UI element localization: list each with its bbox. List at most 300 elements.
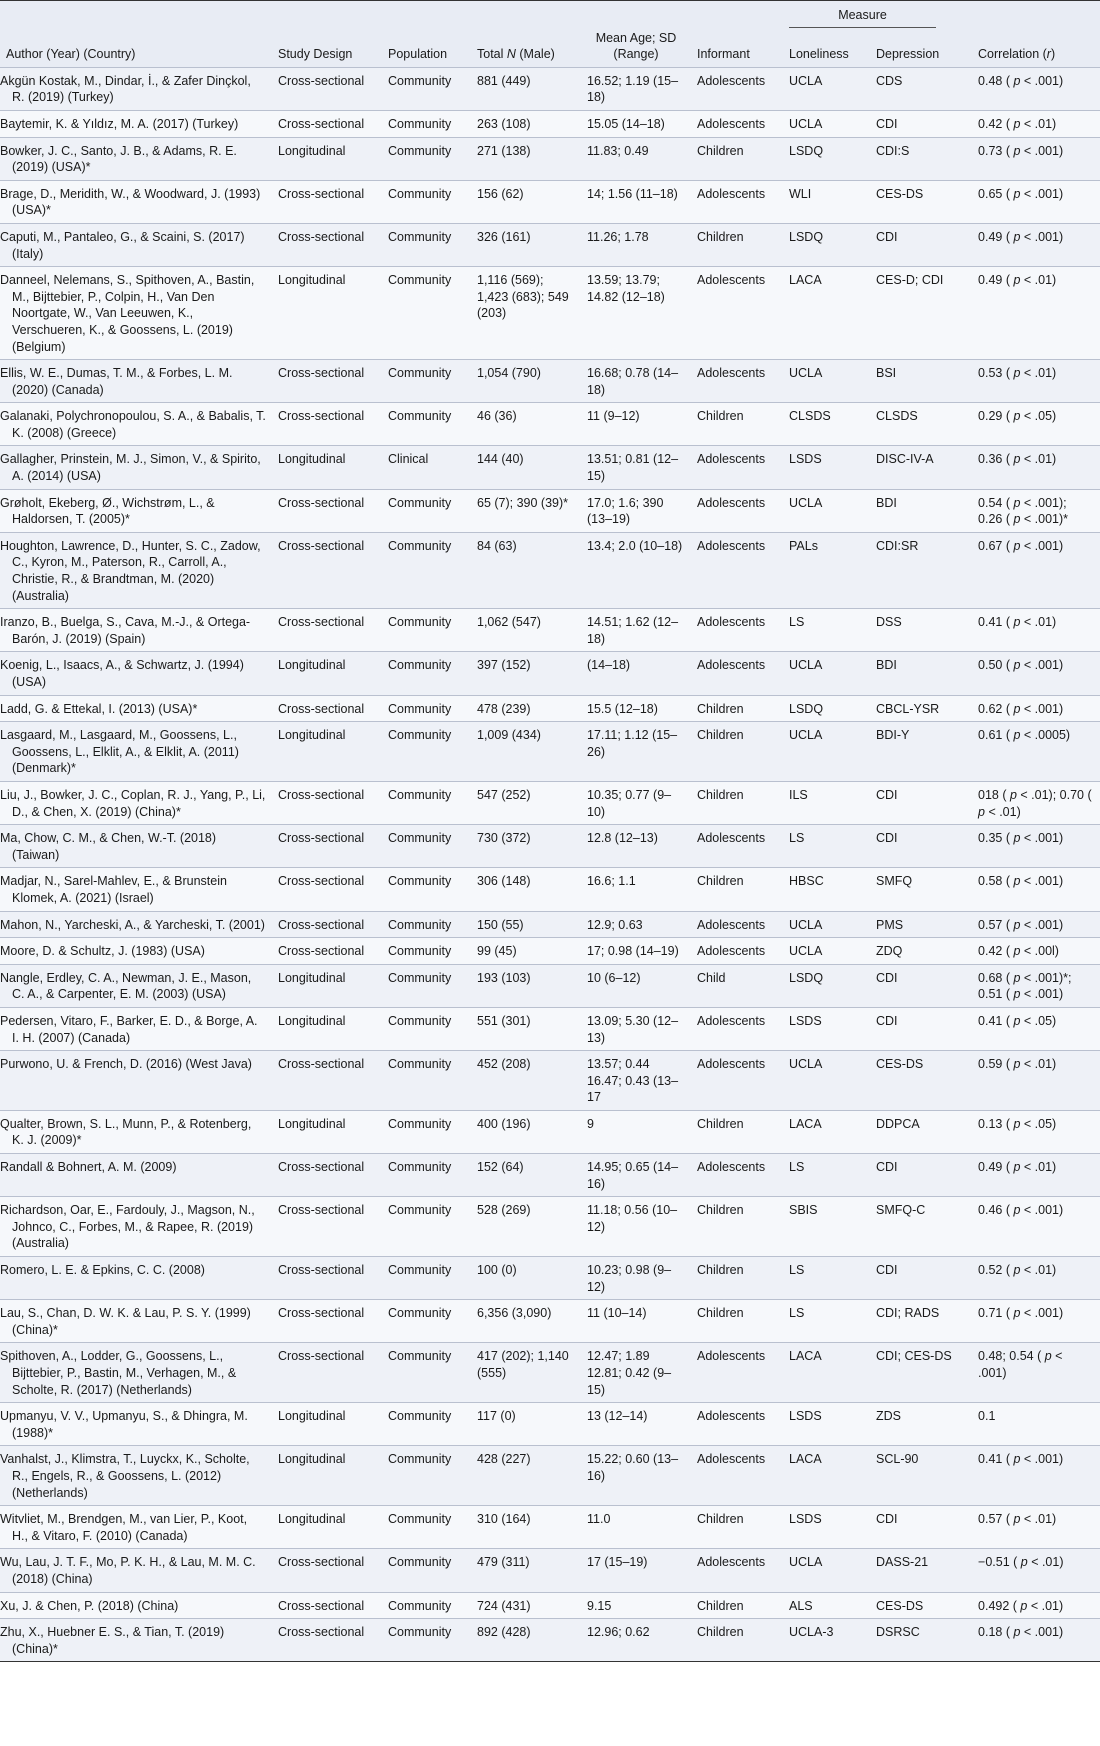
population-cell: Community: [382, 1257, 471, 1300]
table-row: [0, 825, 1100, 868]
table-row: [0, 1300, 1100, 1343]
depression-cell: CDI: [870, 1154, 972, 1197]
table-row: [0, 180, 1100, 223]
population-cell: Community: [382, 489, 471, 532]
loneliness-cell: LACA: [783, 1110, 870, 1153]
informant-cell: Children: [691, 1619, 783, 1662]
study-design-cell: Longitudinal: [272, 964, 382, 1007]
author-cell: Zhu, X., Huebner E. S., & Tian, T. (2019) (China)*: [0, 1619, 272, 1662]
depression-cell: SMFQ: [870, 868, 972, 911]
mean-age-cell: 10.35; 0.77 (9–10): [581, 781, 691, 824]
total-n-cell: 326 (161): [471, 223, 581, 266]
depression-cell: CDI: [870, 964, 972, 1007]
table-row: [0, 1154, 1100, 1197]
correlation-cell: 0.48; 0.54 ( p < .001): [972, 1343, 1100, 1403]
depression-cell: CDI: [870, 110, 972, 137]
population-cell: Community: [382, 180, 471, 223]
author-cell: Ladd, G. & Ettekal, I. (2013) (USA)*: [0, 695, 272, 722]
population-cell: Community: [382, 1549, 471, 1592]
depression-cell: CES-D; CDI: [870, 267, 972, 360]
study-design-cell: Cross-sectional: [272, 1592, 382, 1619]
table-row: [0, 868, 1100, 911]
correlation-cell: 0.49 ( p < .01): [972, 267, 1100, 360]
col-author: Author (Year) (Country): [6, 47, 136, 62]
table-row: [0, 938, 1100, 965]
loneliness-cell: SBIS: [783, 1197, 870, 1257]
total-n-cell: 306 (148): [471, 868, 581, 911]
correlation-cell: 0.42 ( p < .00l): [972, 938, 1100, 965]
table-row: [0, 360, 1100, 403]
study-design-cell: Cross-sectional: [272, 1300, 382, 1343]
col-correlation: Correlation (r): [978, 47, 1056, 62]
table-row: [0, 781, 1100, 824]
total-n-cell: 1,009 (434): [471, 722, 581, 782]
total-n-cell: 551 (301): [471, 1007, 581, 1050]
depression-cell: CDI: [870, 1007, 972, 1050]
study-design-cell: Cross-sectional: [272, 1257, 382, 1300]
correlation-cell: 0.73 ( p < .001): [972, 137, 1100, 180]
table-row: [0, 1110, 1100, 1153]
correlation-cell: 0.492 ( p < .01): [972, 1592, 1100, 1619]
loneliness-cell: LSDQ: [783, 137, 870, 180]
total-n-cell: 152 (64): [471, 1154, 581, 1197]
loneliness-cell: UCLA: [783, 652, 870, 695]
depression-cell: CDI: [870, 1506, 972, 1549]
author-cell: Richardson, Oar, E., Fardouly, J., Magson, N., Johnco, C., Forbes, M., & Rapee, R. (2019) (Australia): [0, 1197, 272, 1257]
table-row: [0, 609, 1100, 652]
informant-cell: Adolescents: [691, 489, 783, 532]
study-design-cell: Cross-sectional: [272, 1619, 382, 1662]
study-design-cell: Longitudinal: [272, 446, 382, 489]
informant-cell: Adolescents: [691, 267, 783, 360]
total-n-cell: 528 (269): [471, 1197, 581, 1257]
mean-age-cell: 13.4; 2.0 (10–18): [581, 532, 691, 608]
depression-cell: DSS: [870, 609, 972, 652]
table-row: [0, 1007, 1100, 1050]
author-cell: Upmanyu, V. V., Upmanyu, S., & Dhingra, M. (1988)*: [0, 1403, 272, 1446]
author-cell: Gallagher, Prinstein, M. J., Simon, V., & Spirito, A. (2014) (USA): [0, 446, 272, 489]
mean-age-cell: 12.8 (12–13): [581, 825, 691, 868]
loneliness-cell: UCLA: [783, 67, 870, 110]
mean-age-cell: 12.96; 0.62: [581, 1619, 691, 1662]
mean-age-cell: 15.22; 0.60 (13–16): [581, 1446, 691, 1506]
study-design-cell: Cross-sectional: [272, 911, 382, 938]
depression-cell: SMFQ-C: [870, 1197, 972, 1257]
study-design-cell: Cross-sectional: [272, 609, 382, 652]
depression-cell: CES-DS: [870, 1051, 972, 1111]
correlation-cell: 0.52 ( p < .01): [972, 1257, 1100, 1300]
correlation-cell: 0.36 ( p < .01): [972, 446, 1100, 489]
population-cell: Community: [382, 1592, 471, 1619]
total-n-cell: 397 (152): [471, 652, 581, 695]
depression-cell: CES-DS: [870, 1592, 972, 1619]
author-cell: Iranzo, B., Buelga, S., Cava, M.-J., & Ortega-Barón, J. (2019) (Spain): [0, 609, 272, 652]
mean-age-cell: 11.18; 0.56 (10–12): [581, 1197, 691, 1257]
correlation-cell: 0.48 ( p < .001): [972, 67, 1100, 110]
mean-age-cell: 13 (12–14): [581, 1403, 691, 1446]
study-design-cell: Longitudinal: [272, 1506, 382, 1549]
study-design-cell: Cross-sectional: [272, 1051, 382, 1111]
loneliness-cell: LS: [783, 1257, 870, 1300]
total-n-cell: 117 (0): [471, 1403, 581, 1446]
loneliness-cell: LSDS: [783, 1506, 870, 1549]
depression-cell: ZDQ: [870, 938, 972, 965]
loneliness-cell: UCLA: [783, 722, 870, 782]
population-cell: Community: [382, 1403, 471, 1446]
loneliness-cell: UCLA: [783, 1051, 870, 1111]
population-cell: Community: [382, 964, 471, 1007]
total-n-cell: 892 (428): [471, 1619, 581, 1662]
population-cell: Community: [382, 781, 471, 824]
mean-age-cell: 11 (9–12): [581, 403, 691, 446]
study-design-cell: Cross-sectional: [272, 110, 382, 137]
loneliness-cell: LS: [783, 609, 870, 652]
correlation-cell: 0.35 ( p < .001): [972, 825, 1100, 868]
study-design-cell: Cross-sectional: [272, 781, 382, 824]
informant-cell: Adolescents: [691, 609, 783, 652]
mean-age-cell: 13.51; 0.81 (12–15): [581, 446, 691, 489]
population-cell: Community: [382, 1197, 471, 1257]
loneliness-cell: WLI: [783, 180, 870, 223]
study-design-cell: Longitudinal: [272, 267, 382, 360]
loneliness-cell: UCLA: [783, 1549, 870, 1592]
loneliness-cell: UCLA-3: [783, 1619, 870, 1662]
depression-cell: CDS: [870, 67, 972, 110]
mean-age-cell: 15.5 (12–18): [581, 695, 691, 722]
informant-cell: Children: [691, 1257, 783, 1300]
depression-cell: CDI:S: [870, 137, 972, 180]
mean-age-cell: 14.51; 1.62 (12–18): [581, 609, 691, 652]
total-n-cell: 150 (55): [471, 911, 581, 938]
correlation-cell: 0.41 ( p < .01): [972, 609, 1100, 652]
population-cell: Community: [382, 532, 471, 608]
table-row: [0, 267, 1100, 360]
mean-age-cell: 13.59; 13.79; 14.82 (12–18): [581, 267, 691, 360]
study-design-cell: Cross-sectional: [272, 67, 382, 110]
informant-cell: Children: [691, 1300, 783, 1343]
col-population: Population: [388, 47, 448, 62]
depression-cell: BDI: [870, 489, 972, 532]
loneliness-cell: LS: [783, 825, 870, 868]
correlation-cell: 0.1: [972, 1403, 1100, 1446]
loneliness-cell: ILS: [783, 781, 870, 824]
population-cell: Community: [382, 825, 471, 868]
table-row: [0, 1506, 1100, 1549]
total-n-cell: 1,116 (569); 1,423 (683); 549 (203): [471, 267, 581, 360]
correlation-cell: 0.41 ( p < .001): [972, 1446, 1100, 1506]
author-cell: Pedersen, Vitaro, F., Barker, E. D., & Borge, A. I. H. (2007) (Canada): [0, 1007, 272, 1050]
study-design-cell: Longitudinal: [272, 1403, 382, 1446]
informant-cell: Adolescents: [691, 911, 783, 938]
total-n-cell: 310 (164): [471, 1506, 581, 1549]
col-mean-age: Mean Age; SD (Range): [595, 30, 677, 62]
correlation-cell: 0.54 ( p < .001); 0.26 ( p < .001)*: [972, 489, 1100, 532]
author-cell: Koenig, L., Isaacs, A., & Schwartz, J. (1994) (USA): [0, 652, 272, 695]
informant-cell: Adolescents: [691, 360, 783, 403]
table-row: [0, 1257, 1100, 1300]
depression-cell: CDI: [870, 781, 972, 824]
depression-cell: CES-DS: [870, 180, 972, 223]
depression-cell: CDI:SR: [870, 532, 972, 608]
loneliness-cell: LSDS: [783, 446, 870, 489]
informant-cell: Adolescents: [691, 180, 783, 223]
mean-age-cell: 10.23; 0.98 (9–12): [581, 1257, 691, 1300]
correlation-cell: 0.49 ( p < .001): [972, 223, 1100, 266]
loneliness-cell: LSDQ: [783, 964, 870, 1007]
depression-cell: BDI-Y: [870, 722, 972, 782]
population-cell: Community: [382, 1619, 471, 1662]
population-cell: Community: [382, 137, 471, 180]
informant-cell: Adolescents: [691, 1403, 783, 1446]
population-cell: Community: [382, 868, 471, 911]
population-cell: Community: [382, 1154, 471, 1197]
total-n-cell: 100 (0): [471, 1257, 581, 1300]
depression-cell: PMS: [870, 911, 972, 938]
mean-age-cell: 11.0: [581, 1506, 691, 1549]
correlation-cell: 0.18 ( p < .001): [972, 1619, 1100, 1662]
study-design-cell: Cross-sectional: [272, 180, 382, 223]
author-cell: Witvliet, M., Brendgen, M., van Lier, P., Koot, H., & Vitaro, F. (2010) (Canada): [0, 1506, 272, 1549]
study-design-cell: Cross-sectional: [272, 403, 382, 446]
study-design-cell: Cross-sectional: [272, 1154, 382, 1197]
informant-cell: Adolescents: [691, 938, 783, 965]
col-depression: Depression: [876, 47, 940, 62]
col-informant: Informant: [697, 47, 750, 62]
depression-cell: CDI; RADS: [870, 1300, 972, 1343]
loneliness-cell: LSDS: [783, 1007, 870, 1050]
total-n-cell: 144 (40): [471, 446, 581, 489]
informant-cell: Adolescents: [691, 110, 783, 137]
mean-age-cell: (14–18): [581, 652, 691, 695]
author-cell: Liu, J., Bowker, J. C., Coplan, R. J., Yang, P., Li, D., & Chen, X. (2019) (China)*: [0, 781, 272, 824]
loneliness-cell: ALS: [783, 1592, 870, 1619]
study-design-cell: Longitudinal: [272, 1110, 382, 1153]
mean-age-cell: 13.09; 5.30 (12–13): [581, 1007, 691, 1050]
author-cell: Xu, J. & Chen, P. (2018) (China): [0, 1592, 272, 1619]
loneliness-cell: UCLA: [783, 360, 870, 403]
mean-age-cell: 10 (6–12): [581, 964, 691, 1007]
informant-cell: Children: [691, 223, 783, 266]
informant-cell: Adolescents: [691, 1343, 783, 1403]
population-cell: Community: [382, 360, 471, 403]
study-design-cell: Longitudinal: [272, 1446, 382, 1506]
table-row: [0, 532, 1100, 608]
study-design-cell: Cross-sectional: [272, 1343, 382, 1403]
author-cell: Mahon, N., Yarcheski, A., & Yarcheski, T. (2001): [0, 911, 272, 938]
depression-cell: CDI: [870, 223, 972, 266]
depression-cell: DISC-IV-A: [870, 446, 972, 489]
correlation-cell: −0.51 ( p < .01): [972, 1549, 1100, 1592]
table-row: [0, 652, 1100, 695]
total-n-cell: 156 (62): [471, 180, 581, 223]
informant-cell: Children: [691, 1197, 783, 1257]
mean-age-cell: 17.0; 1.6; 390 (13–19): [581, 489, 691, 532]
table-row: [0, 1619, 1100, 1662]
table-row: [0, 489, 1100, 532]
informant-cell: Child: [691, 964, 783, 1007]
informant-cell: Adolescents: [691, 446, 783, 489]
study-design-cell: Cross-sectional: [272, 825, 382, 868]
informant-cell: Adolescents: [691, 1549, 783, 1592]
total-n-cell: 417 (202); 1,140 (555): [471, 1343, 581, 1403]
correlation-cell: 0.68 ( p < .001)*; 0.51 ( p < .001): [972, 964, 1100, 1007]
loneliness-cell: LSDS: [783, 1403, 870, 1446]
loneliness-cell: LS: [783, 1300, 870, 1343]
loneliness-cell: LACA: [783, 1446, 870, 1506]
total-n-cell: 84 (63): [471, 532, 581, 608]
study-design-cell: Cross-sectional: [272, 1549, 382, 1592]
author-cell: Galanaki, Polychronopoulou, S. A., & Babalis, T. K. (2008) (Greece): [0, 403, 272, 446]
loneliness-cell: CLSDS: [783, 403, 870, 446]
total-n-cell: 724 (431): [471, 1592, 581, 1619]
population-cell: Community: [382, 1343, 471, 1403]
informant-cell: Children: [691, 722, 783, 782]
table-row: [0, 1549, 1100, 1592]
loneliness-cell: UCLA: [783, 489, 870, 532]
population-cell: Community: [382, 1506, 471, 1549]
total-n-cell: 1,054 (790): [471, 360, 581, 403]
total-n-cell: 65 (7); 390 (39)*: [471, 489, 581, 532]
total-n-cell: 6,356 (3,090): [471, 1300, 581, 1343]
correlation-cell: 0.29 ( p < .05): [972, 403, 1100, 446]
loneliness-cell: LS: [783, 1154, 870, 1197]
loneliness-cell: UCLA: [783, 938, 870, 965]
loneliness-cell: UCLA: [783, 110, 870, 137]
correlation-cell: 0.46 ( p < .001): [972, 1197, 1100, 1257]
depression-cell: DDPCA: [870, 1110, 972, 1153]
depression-cell: CDI; CES-DS: [870, 1343, 972, 1403]
author-cell: Akgün Kostak, M., Dindar, İ., & Zafer Dinçkol, R. (2019) (Turkey): [0, 67, 272, 110]
mean-age-cell: 16.52; 1.19 (15–18): [581, 67, 691, 110]
informant-cell: Children: [691, 1506, 783, 1549]
informant-cell: Adolescents: [691, 652, 783, 695]
correlation-cell: 0.61 ( p < .0005): [972, 722, 1100, 782]
informant-cell: Adolescents: [691, 1051, 783, 1111]
mean-age-cell: 11.83; 0.49: [581, 137, 691, 180]
table-row: [0, 1403, 1100, 1446]
table-row: [0, 1592, 1100, 1619]
table-row: [0, 1343, 1100, 1403]
depression-cell: CBCL-YSR: [870, 695, 972, 722]
table-row: [0, 110, 1100, 137]
informant-cell: Children: [691, 403, 783, 446]
correlation-cell: 0.49 ( p < .01): [972, 1154, 1100, 1197]
author-cell: Houghton, Lawrence, D., Hunter, S. C., Zadow, C., Kyron, M., Paterson, R., Carroll, A., Christie, R., & Brandtman, M. (2020) (Australia): [0, 532, 272, 608]
author-cell: Ellis, W. E., Dumas, T. M., & Forbes, L. M. (2020) (Canada): [0, 360, 272, 403]
informant-cell: Children: [691, 1110, 783, 1153]
table-row: [0, 446, 1100, 489]
total-n-cell: 99 (45): [471, 938, 581, 965]
author-cell: Caputi, M., Pantaleo, G., & Scaini, S. (2017) (Italy): [0, 223, 272, 266]
author-cell: Vanhalst, J., Klimstra, T., Luyckx, K., Scholte, R., Engels, R., & Goossens, L. (2012) (Netherlands): [0, 1446, 272, 1506]
loneliness-cell: LSDQ: [783, 223, 870, 266]
depression-cell: SCL-90: [870, 1446, 972, 1506]
col-study-design: Study Design: [278, 47, 353, 62]
table-row: [0, 722, 1100, 782]
study-design-cell: Longitudinal: [272, 137, 382, 180]
total-n-cell: 271 (138): [471, 137, 581, 180]
informant-cell: Children: [691, 695, 783, 722]
mean-age-cell: 17 (15–19): [581, 1549, 691, 1592]
study-design-cell: Cross-sectional: [272, 695, 382, 722]
total-n-cell: 478 (239): [471, 695, 581, 722]
author-cell: Bowker, J. C., Santo, J. B., & Adams, R. E. (2019) (USA)*: [0, 137, 272, 180]
table-row: [0, 1446, 1100, 1506]
depression-cell: CDI: [870, 1257, 972, 1300]
correlation-cell: 0.62 ( p < .001): [972, 695, 1100, 722]
study-design-cell: Cross-sectional: [272, 868, 382, 911]
population-cell: Clinical: [382, 446, 471, 489]
depression-cell: CDI: [870, 825, 972, 868]
author-cell: Qualter, Brown, S. L., Munn, P., & Rotenberg, K. J. (2009)*: [0, 1110, 272, 1153]
depression-cell: BDI: [870, 652, 972, 695]
total-n-cell: 193 (103): [471, 964, 581, 1007]
col-loneliness: Loneliness: [789, 47, 849, 62]
study-design-cell: Cross-sectional: [272, 360, 382, 403]
correlation-cell: 0.42 ( p < .01): [972, 110, 1100, 137]
informant-cell: Adolescents: [691, 1154, 783, 1197]
total-n-cell: 730 (372): [471, 825, 581, 868]
population-cell: Community: [382, 1051, 471, 1111]
author-cell: Spithoven, A., Lodder, G., Goossens, L., Bijttebier, P., Bastin, M., Verhagen, M., & Scholte, R. (2017) (Netherlands): [0, 1343, 272, 1403]
informant-cell: Adolescents: [691, 825, 783, 868]
author-cell: Wu, Lau, J. T. F., Mo, P. K. H., & Lau, M. M. C. (2018) (China): [0, 1549, 272, 1592]
author-cell: Brage, D., Meridith, W., & Woodward, J. (1993) (USA)*: [0, 180, 272, 223]
total-n-cell: 881 (449): [471, 67, 581, 110]
table-row: [0, 695, 1100, 722]
population-cell: Community: [382, 609, 471, 652]
author-cell: Danneel, Nelemans, S., Spithoven, A., Bastin, M., Bijttebier, P., Colpin, H., Van Den Noortgate, W., Van Leeuwen, K., Verschueren, K., & Goossens, L. (2019) (Belgium): [0, 267, 272, 360]
informant-cell: Children: [691, 137, 783, 180]
study-design-cell: Cross-sectional: [272, 938, 382, 965]
author-cell: Nangle, Erdley, C. A., Newman, J. E., Mason, C. A., & Carpenter, E. M. (2003) (USA): [0, 964, 272, 1007]
correlation-cell: 0.59 ( p < .01): [972, 1051, 1100, 1111]
study-design-cell: Cross-sectional: [272, 1197, 382, 1257]
table-header: [0, 1, 1100, 68]
mean-age-cell: 11.26; 1.78: [581, 223, 691, 266]
correlation-cell: 0.67 ( p < .001): [972, 532, 1100, 608]
author-cell: Randall & Bohnert, A. M. (2009): [0, 1154, 272, 1197]
informant-cell: Children: [691, 1592, 783, 1619]
population-cell: Community: [382, 1446, 471, 1506]
informant-cell: Adolescents: [691, 1446, 783, 1506]
author-cell: Lasgaard, M., Lasgaard, M., Goossens, L., Goossens, L., Elklit, A., & Elklit, A. (2011) (Denmark)*: [0, 722, 272, 782]
study-design-cell: Longitudinal: [272, 722, 382, 782]
depression-cell: CLSDS: [870, 403, 972, 446]
correlation-cell: 0.57 ( p < .01): [972, 1506, 1100, 1549]
population-cell: Community: [382, 1110, 471, 1153]
correlation-cell: 0.57 ( p < .001): [972, 911, 1100, 938]
correlation-cell: 0.13 ( p < .05): [972, 1110, 1100, 1153]
table-row: [0, 67, 1100, 110]
total-n-cell: 479 (311): [471, 1549, 581, 1592]
mean-age-cell: 16.68; 0.78 (14–18): [581, 360, 691, 403]
loneliness-cell: LACA: [783, 1343, 870, 1403]
author-cell: Purwono, U. & French, D. (2016) (West Java): [0, 1051, 272, 1111]
population-cell: Community: [382, 722, 471, 782]
mean-age-cell: 9: [581, 1110, 691, 1153]
author-cell: Ma, Chow, C. M., & Chen, W.-T. (2018) (Taiwan): [0, 825, 272, 868]
correlation-cell: 0.71 ( p < .001): [972, 1300, 1100, 1343]
author-cell: Lau, S., Chan, D. W. K. & Lau, P. S. Y. (1999) (China)*: [0, 1300, 272, 1343]
mean-age-cell: 13.57; 0.44 16.47; 0.43 (13–17: [581, 1051, 691, 1111]
informant-cell: Adolescents: [691, 532, 783, 608]
population-cell: Community: [382, 110, 471, 137]
table-row: [0, 403, 1100, 446]
population-cell: Community: [382, 267, 471, 360]
population-cell: Community: [382, 652, 471, 695]
study-design-cell: Longitudinal: [272, 1007, 382, 1050]
